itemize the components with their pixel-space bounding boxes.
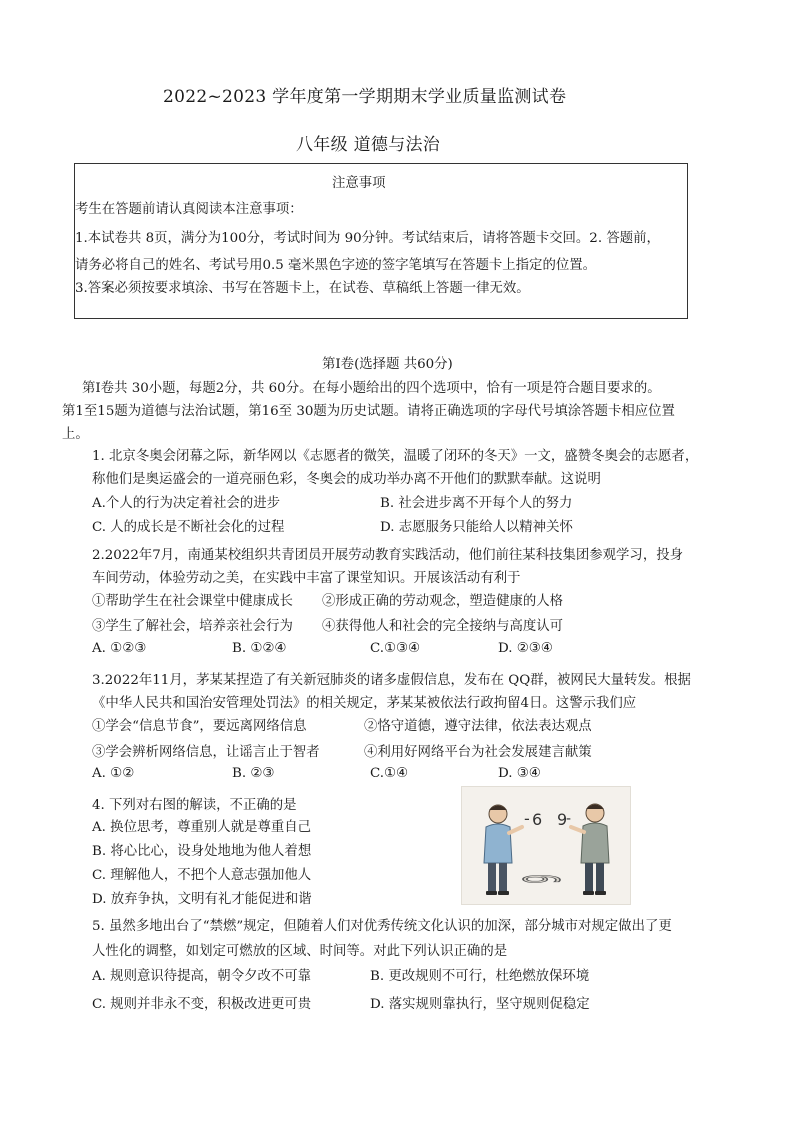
question-item: ①帮助学生在社会课堂中健康成长 <box>92 594 293 609</box>
exam-title: 2022~2023 学年度第一学期期末学业质量监测试卷 <box>163 87 567 107</box>
option-d: D. 放弃争执，文明有礼才能促进和谐 <box>92 892 312 907</box>
option-a: A. 规则意识待提高，朝令夕改不可靠 <box>92 969 312 984</box>
question-item: ③学生了解社会，培养亲社会行为 <box>92 619 293 634</box>
question-item: ②形成正确的劳动观念，塑造健康的人格 <box>322 594 564 609</box>
question-stem: 称他们是奥运盛会的一道亮丽色彩，冬奥会的成功举办离不开他们的默默奉献。这说明 <box>92 472 601 487</box>
notice-line: 3.答案必须按要求填涂、书写在答题卡上，在试卷、草稿纸上答题一律无效。 <box>75 281 530 296</box>
option-b: B. 更改规则不可行，杜绝燃放保环境 <box>370 969 590 984</box>
section-heading: 第Ⅰ卷(选择题 共60分) <box>322 357 453 372</box>
notice-line: 考生在答题前请认真阅读本注意事项： <box>75 202 303 217</box>
option-a: A. ①②③ <box>92 641 147 656</box>
option-c: C.①③④ <box>370 641 421 656</box>
question-item: ④获得他人和社会的完全接纳与高度认可 <box>322 619 564 634</box>
option-b: B. ②③ <box>232 766 275 781</box>
question-stem: 5. 虽然多地出台了“禁燃”规定，但随着人们对优秀传统文化认识的加深，部分城市对规定做出了更 <box>92 919 672 934</box>
svg-text:-: - <box>566 811 572 827</box>
option-a: A. ①② <box>92 766 135 781</box>
right-man-figure <box>571 804 609 895</box>
option-a: A.个人的行为决定着社会的进步 <box>92 496 281 511</box>
option-d: D. 志愿服务只能给人以精神关怀 <box>380 520 573 535</box>
question-stem: 2.2022年7月，南通某校组织共青团员开展劳动教育实践活动，他们前往某科技集团参观学习，投身 <box>92 548 683 563</box>
option-b: B. ①②④ <box>232 641 287 656</box>
question-item: ③学会辨析网络信息，让谣言止于智者 <box>92 745 320 760</box>
question-stem: 《中华人民共和国治安管理处罚法》的相关规定，茅某某被依法行政拘留4日。这警示我们应 <box>92 696 637 711</box>
question-stem: 1. 北京冬奥会闭幕之际，新华网以《志愿者的微笑，温暖了闭环的冬天》一文，盛赞冬奥会的志愿者， <box>92 449 699 464</box>
right-speech-number: 9 <box>557 810 568 829</box>
floor-numeral: 9 <box>513 874 572 884</box>
question-item: ②恪守道德，遵守法律，依法表达观点 <box>364 719 592 734</box>
notice-heading: 注意事项 <box>332 176 386 191</box>
option-c: C. 人的成长是不断社会化的过程 <box>92 520 285 535</box>
svg-text:-: - <box>524 809 530 828</box>
option-c: C.①④ <box>370 766 409 781</box>
option-d: D. ③④ <box>498 766 541 781</box>
option-b: B. 将心比心，设身处地地为他人着想 <box>92 844 312 859</box>
section-intro-line: 第Ⅰ卷共 30小题，每题2分，共 60分。在每小题给出的四个选项中，恰有一项是符合题目要求的。 <box>82 381 661 396</box>
question-stem: 3.2022年11月，茅某某捏造了有关新冠肺炎的诸多虚假信息，发布在 QQ群，被网民大量转发。根据 <box>92 673 691 688</box>
option-c: C. 理解他人，不把个人意志强加他人 <box>92 868 312 883</box>
option-d: D. 落实规则靠执行，坚守规则促稳定 <box>370 997 590 1012</box>
six-or-nine-illustration <box>461 786 631 905</box>
option-b: B. 社会进步离不开每个人的努力 <box>380 496 573 511</box>
exam-subtitle: 八年级 道德与法治 <box>296 135 441 155</box>
section-intro-line: 第1至15题为道德与法治试题，第16至 30题为历史试题。请将正确选项的字母代号填涂答题卡相应位置 <box>62 404 675 419</box>
option-c: C. 规则并非永不变，积极改进更可贵 <box>92 997 312 1012</box>
section-intro-line: 上。 <box>62 427 89 442</box>
notice-line: 1.本试卷共 8页，满分为100分，考试时间为 90分钟。考试结束后，请将答题卡交回。2. 答题前， <box>75 231 660 246</box>
question-stem: 人性化的调整，如划定可燃放的区域、时间等。对此下列认识正确的是 <box>92 944 508 959</box>
question-item: ①学会“信息节食”，要远离网络信息 <box>92 719 307 734</box>
left-speech-number: 6 <box>532 810 543 829</box>
question-stem: 车间劳动，体验劳动之美，在实践中丰富了课堂知识。开展该活动有利于 <box>92 571 521 586</box>
option-d: D. ②③④ <box>498 641 553 656</box>
question-stem: 4. 下列对右图的解读，不正确的是 <box>92 798 297 813</box>
notice-line: 请务必将自己的姓名、考试号用0.5 毫米黑色字迹的签字笔填写在答题卡上指定的位置。 <box>75 258 597 273</box>
question-item: ④利用好网络平台为社会发展建言献策 <box>364 745 592 760</box>
option-a: A. 换位思考，尊重别人就是尊重自己 <box>92 820 312 835</box>
